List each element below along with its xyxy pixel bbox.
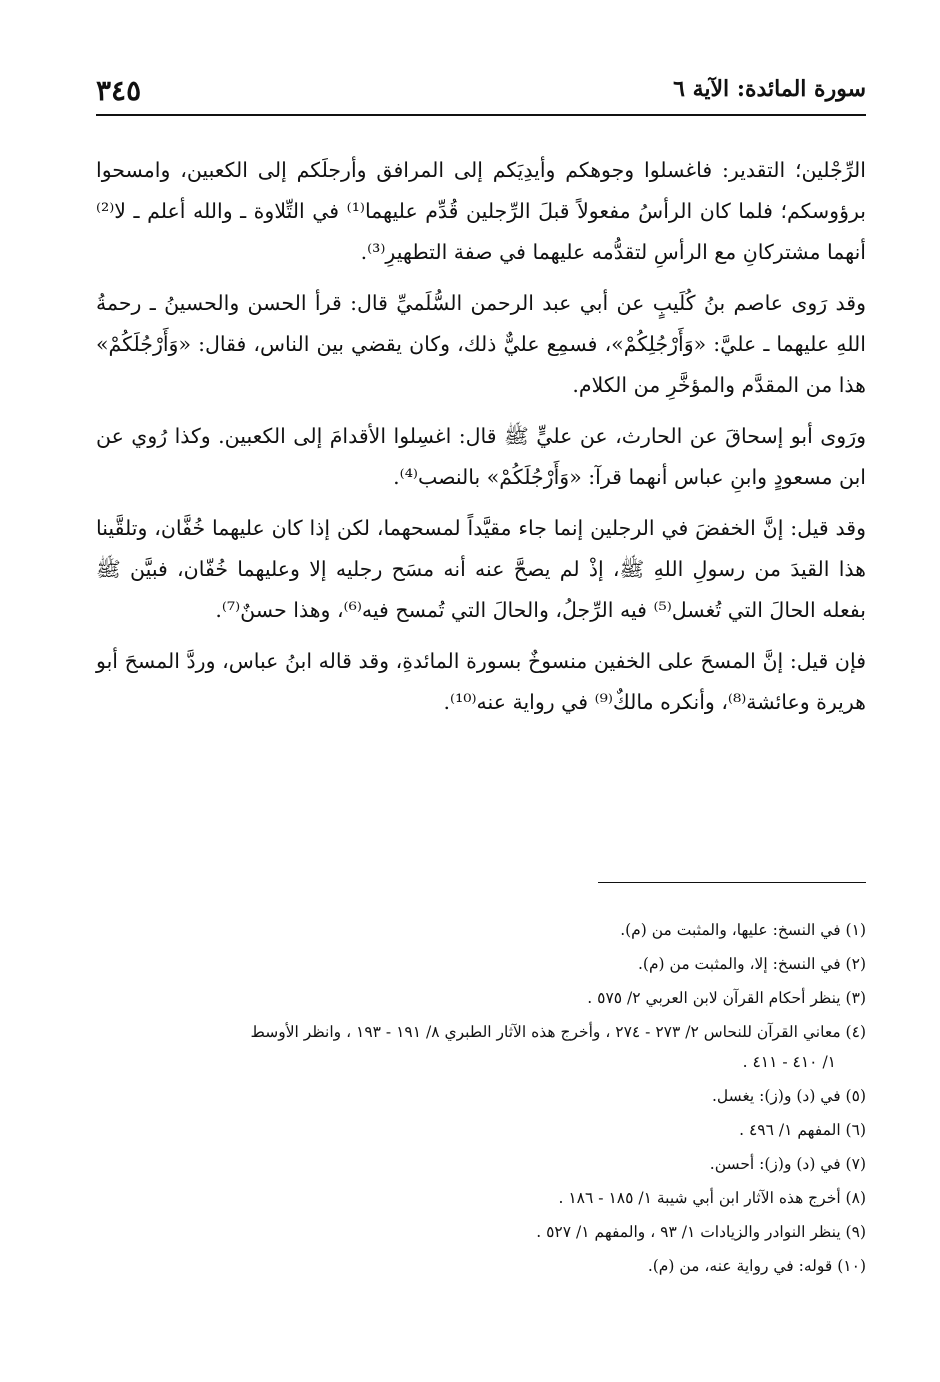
page-number: ٣٤٥ — [96, 74, 142, 107]
header-rule — [96, 114, 866, 116]
paragraph-4: وقد قيل: إنَّ الخفضَ في الرجلين إنما جاء مقيَّداً لمسحهما، لكن إذا كان عليهما خُفَّان، وتلقَّينا هذا القيدَ من رسولِ اللهِ ﷺ، إذْ لم يصحَّ عنه أنه مسَح رجليه إلا وعليهما خُفّان، فبيَّن ﷺ بفعله الحالَ التي تُغسل⁽⁵⁾ فيه الرِّجلُ، والحالَ التي تُمسح فيه⁽⁶⁾، وهذا حسنٌ⁽⁷⁾. — [96, 516, 866, 622]
footnote-4: (٤) معاني القرآن للنحاس ٢/ ٢٧٣ - ٢٧٤ ، وأخرج هذه الآثار الطبري ٨/ ١٩١ - ١٩٣ ، وانظر الأوسط — [250, 1023, 866, 1041]
footnote-10: (١٠) قوله: في رواية عنه، من (م). — [647, 1257, 866, 1275]
footnote-8: (٨) أخرج هذه الآثار ابن أبي شيبة ١/ ١٨٥ - ١٨٦ . — [558, 1189, 866, 1207]
footnote-3: (٣) ينظر أحكام القرآن لابن العربي ٢/ ٥٧٥ . — [587, 989, 866, 1007]
paragraph-1: الرِّجْلين؛ التقدير: فاغسلوا وجوهكم وأيدِيَكم إلى المرافق وأرجلَكم إلى الكعبين، وامسحوا برؤوسكم؛ فلما كان الرأسُ مفعولاً قبلَ الرِّجلين قُدِّم عليهما⁽¹⁾ في التِّلاوة ـ والله أعلم ـ لا⁽²⁾ أنهما مشتركانِ مع الرأسِ لتقدُّمه عليهما في صفة التطهيرِ⁽³⁾. — [96, 158, 866, 264]
page-header — [96, 74, 866, 114]
paragraph-3: ورَوى أبو إسحاقَ عن الحارث، عن عليٍّ ﷺ قال: اغسِلوا الأقدامَ إلى الكعبين. وكذا رُوي عن ابن مسعودٍ وابنِ عباس أنهما قرآ: «وَأَرْجُلَكُمْ» بالنصب⁽⁴⁾. — [96, 424, 866, 489]
footnote-6: (٦) المفهم ١/ ٤٩٦ . — [739, 1121, 866, 1139]
footnote-9: (٩) ينظر النوادر والزيادات ١/ ٩٣ ، والمفهم ١/ ٥٢٧ . — [536, 1223, 866, 1241]
main-text — [96, 150, 866, 733]
footnote-7: (٧) في (د) و(ز): أحسن. — [709, 1155, 866, 1173]
footnote-1: (١) في النسخ: عليها، والمثبت من (م). — [620, 921, 866, 939]
footnote-2: (٢) في النسخ: إلا، والمثبت من (م). — [637, 955, 866, 973]
footnotes — [96, 915, 866, 1285]
paragraph-2: وقد رَوى عاصم بنُ كُلَيبٍ عن أبي عبد الرحمن السُّلَميِّ قال: قرأ الحسن والحسينُ ـ رحمةُ اللهِ عليهما ـ عليَّ: «وَأَرْجُلِكُمْ»، فسمِع عليٌّ ذلك، وكان يقضي بين الناس، فقال: «وَأَرْجُلَكُمْ» هذا من المقدَّم والمؤخَّرِ من الكلام. — [96, 291, 866, 397]
footnote-separator — [598, 882, 866, 883]
surah-title: سورة المائدة: الآية ٦ — [673, 76, 866, 102]
footnote-4-continuation: ١/ ٤١٠ - ٤١١ . — [742, 1053, 836, 1071]
paragraph-5: فإن قيل: إنَّ المسحَ على الخفين منسوخٌ بسورة المائدةِ، وقد قاله ابنُ عباس، وردَّ المسحَ أبو هريرة وعائشة⁽⁸⁾، وأنكره مالكٌ⁽⁹⁾ في رواية عنه⁽¹⁰⁾. — [96, 649, 866, 714]
footnote-5: (٥) في (د) و(ز): يغسل. — [711, 1087, 866, 1105]
